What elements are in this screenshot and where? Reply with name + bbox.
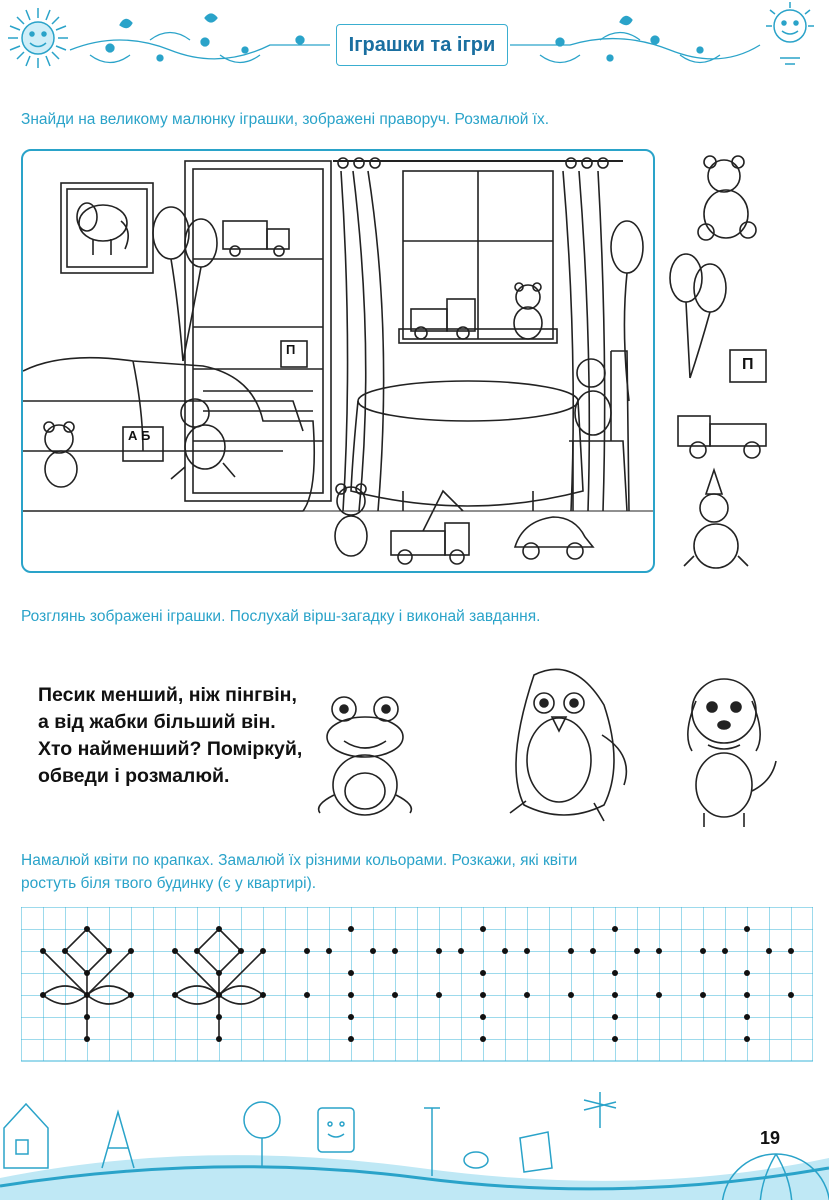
task1-instruction: Знайди на великому малюнку іграшки, зображені праворуч. Розмалюй їх.	[21, 111, 550, 128]
room-illustration	[23, 151, 653, 571]
curtain-left	[341, 171, 384, 511]
block-sofa-label: А Б	[128, 428, 151, 443]
riddle-line-4: обведи і розмалюй.	[38, 765, 230, 787]
riddle-toys-illustration	[304, 645, 794, 835]
dragonfly-icon	[584, 1092, 616, 1128]
teddy-bear-floor-icon	[335, 484, 367, 556]
room-scene	[21, 149, 655, 573]
penguin-icon	[510, 669, 626, 821]
elephant-icon	[77, 203, 128, 255]
page-title: Іграшки та ігри	[336, 24, 508, 66]
truck-on-shelf-icon	[223, 221, 267, 249]
vine-decoration-right	[510, 16, 760, 62]
elephant-picture-frame	[61, 183, 153, 273]
footer-decoration	[0, 1068, 829, 1200]
page-number: 19	[759, 1127, 781, 1148]
toy-truck-icon	[678, 416, 766, 458]
curtain-right	[563, 171, 605, 511]
side-block-label: П	[742, 356, 754, 373]
side-toys	[664, 148, 784, 578]
task3-instruction-line-2: ростуть біля твого будинку (є у квартирі).	[21, 875, 317, 892]
house-icon	[4, 1104, 48, 1168]
puppy-icon	[688, 679, 776, 827]
window	[333, 158, 623, 511]
teddy-bear-sofa-icon	[44, 422, 77, 487]
riddle-poem	[38, 682, 328, 790]
smiling-book-icon	[318, 1108, 354, 1152]
smiling-sun-icon	[766, 2, 814, 64]
riddle-line-3: Хто найменший? Поміркуй,	[38, 738, 303, 760]
teddy-bear-window-icon	[514, 283, 542, 339]
truck-window-icon	[411, 299, 475, 339]
dot-grid-svg	[21, 907, 813, 1065]
riddle-line-2: а від жабки більший він.	[38, 711, 276, 733]
vine-decoration-left	[70, 14, 330, 63]
letter-a-icon	[102, 1112, 134, 1168]
balloons-icon	[670, 254, 726, 378]
task2-instruction: Розглянь зображені іграшки. Послухай вірш-загадку і виконай завдання.	[21, 608, 541, 625]
sun-flower-icon	[8, 8, 68, 68]
riddle-line-1: Песик менший, ніж пінгвін,	[38, 684, 297, 706]
clown-icon	[684, 470, 748, 568]
chair-with-clown	[569, 351, 629, 511]
block-shelf-label: П	[286, 342, 296, 357]
side-toys-illustration	[664, 148, 784, 578]
sofa	[23, 358, 314, 511]
riddle-toys	[304, 645, 794, 835]
curtain-rings	[338, 158, 608, 168]
lamp-post-icon	[424, 1108, 440, 1176]
teddy-bear-icon	[698, 156, 756, 240]
round-table	[351, 381, 583, 511]
clown-chair-icon	[577, 359, 605, 387]
task3-instruction-line-1: Намалюй квіти по крапках. Замалюй їх різними кольорами. Розкажи, які квіти	[21, 852, 578, 869]
frog-icon	[319, 697, 412, 815]
footer-illustration	[0, 1068, 829, 1200]
shelf-unit	[185, 161, 331, 501]
dot-grid	[21, 907, 813, 1065]
frog-footer-icon	[464, 1152, 488, 1168]
toy-car-floor-icon	[515, 517, 593, 559]
letter-icon	[520, 1132, 552, 1172]
